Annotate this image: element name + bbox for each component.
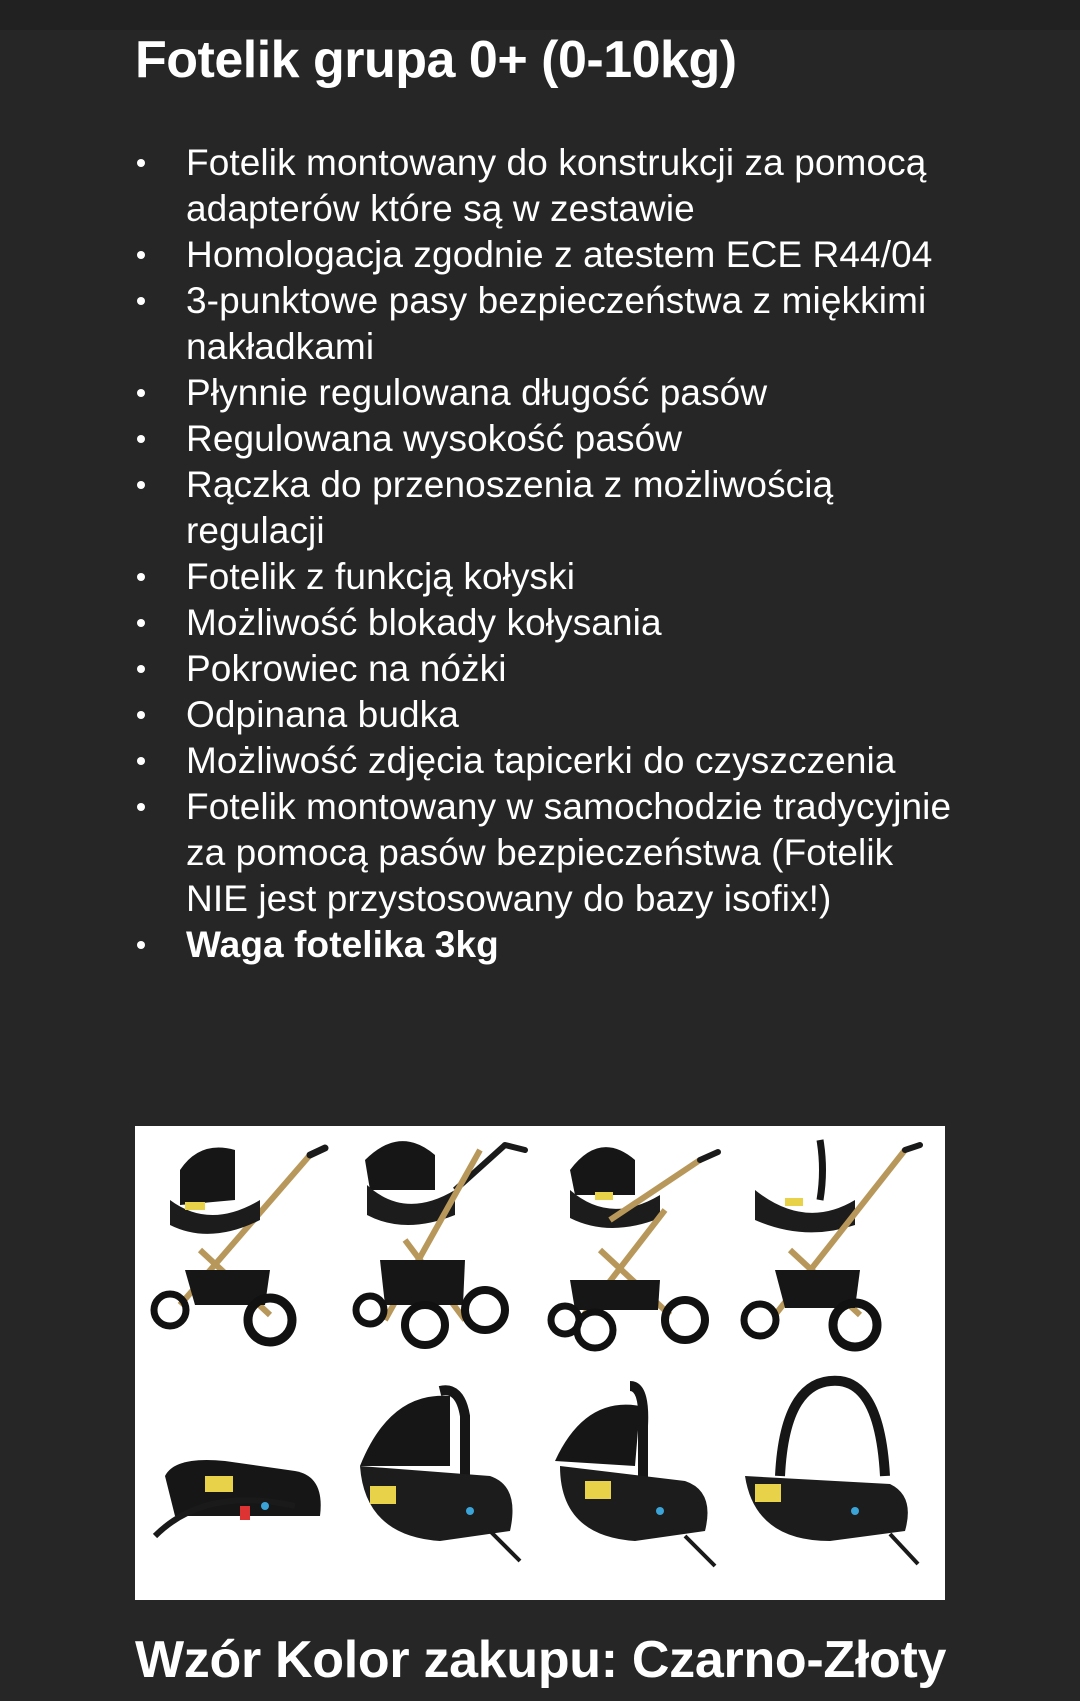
feature-list: [135, 140, 955, 968]
product-gallery: [135, 1126, 945, 1600]
stroller-photo: [540, 1130, 735, 1360]
feature-item: Odpinana budka: [135, 692, 955, 738]
feature-item: Płynnie regulowana długość pasów: [135, 370, 955, 416]
feature-item: Regulowana wysokość pasów: [135, 416, 955, 462]
feature-item: Możliwość zdjęcia tapicerki do czyszczenia: [135, 738, 955, 784]
car-seat-icon: [145, 1366, 340, 1596]
color-variant-heading: Wzór Kolor zakupu: Czarno-Złoty: [135, 1631, 947, 1689]
stroller-photo: [735, 1130, 930, 1360]
stroller-icon: [735, 1130, 930, 1360]
feature-item: Możliwość blokady kołysania: [135, 600, 955, 646]
feature-item: Pokrowiec na nóżki: [135, 646, 955, 692]
feature-item: Fotelik montowany do konstrukcji za pomocą adapterów które są w zestawie: [135, 140, 955, 232]
feature-item: Fotelik montowany w samochodzie tradycyjnie za pomocą pasów bezpieczeństwa (Fotelik NIE jest przystosowany do bazy isofix!): [135, 784, 955, 922]
car-seat-icon: [730, 1366, 925, 1596]
product-description: [135, 30, 955, 968]
stroller-icon: [345, 1130, 540, 1360]
stroller-icon: [140, 1130, 335, 1360]
feature-item: 3-punktowe pasy bezpieczeństwa z miękkimi nakładkami: [135, 278, 955, 370]
car-seat-photo: [340, 1366, 535, 1596]
stroller-icon: [540, 1130, 735, 1360]
car-seat-icon: [340, 1366, 535, 1596]
car-seat-photo: [145, 1366, 340, 1596]
top-status-strip: [0, 0, 1080, 30]
car-seat-photo: [730, 1366, 925, 1596]
car-seat-photo: [535, 1366, 730, 1596]
feature-item-weight: Waga fotelika 3kg: [135, 922, 955, 968]
stroller-photo: [140, 1130, 335, 1360]
car-seat-icon: [535, 1366, 730, 1596]
feature-item: Fotelik z funkcją kołyski: [135, 554, 955, 600]
stroller-photo: [345, 1130, 540, 1360]
feature-item: Homologacja zgodnie z atestem ECE R44/04: [135, 232, 955, 278]
section-title: Fotelik grupa 0+ (0-10kg): [135, 31, 737, 89]
feature-item: Rączka do przenoszenia z możliwością regulacji: [135, 462, 955, 554]
